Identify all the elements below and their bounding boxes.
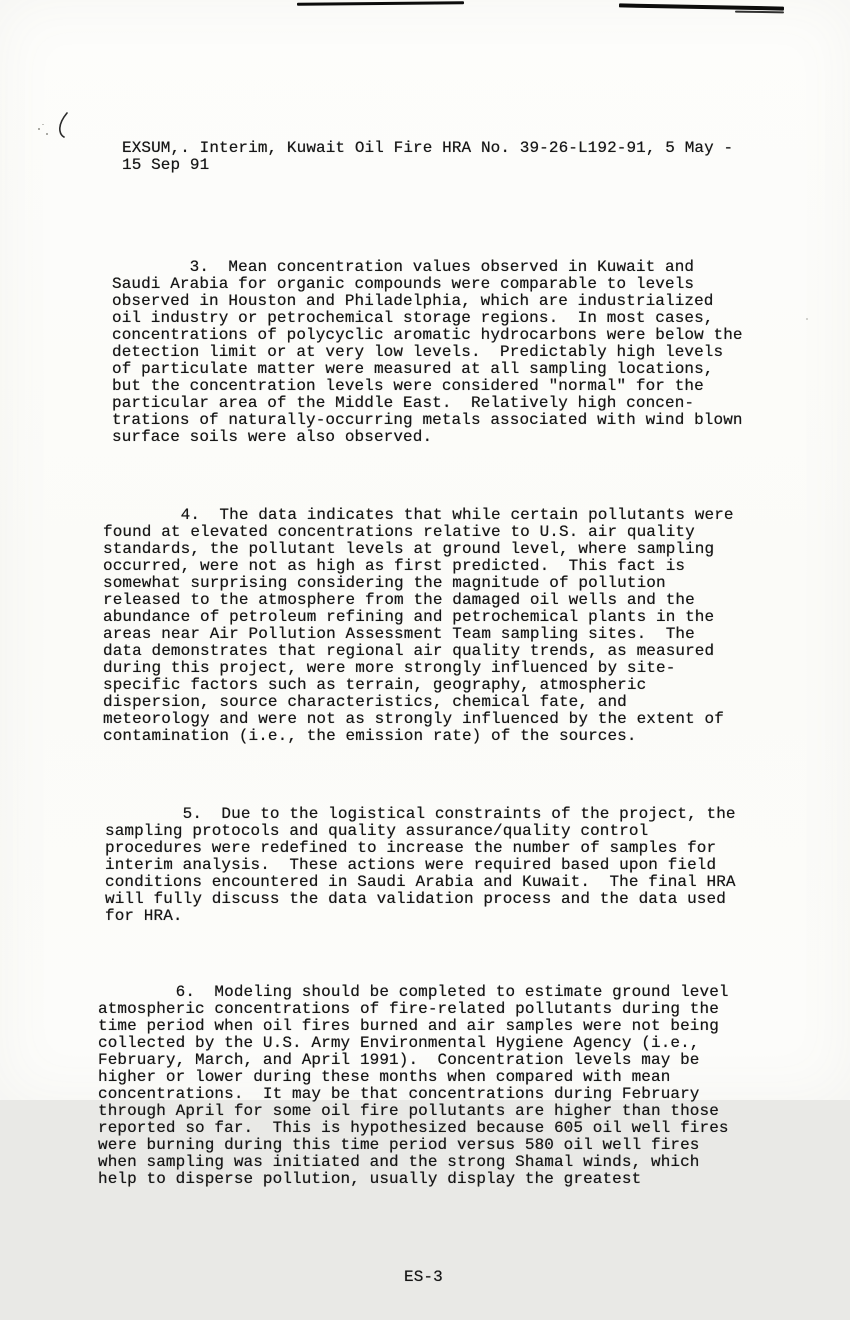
scan-artifact-line xyxy=(619,3,784,10)
scan-speck xyxy=(38,128,40,130)
paragraph-5: 5. Due to the logistical constraints of the project, the sampling protocols and quality assurance/quality control procedures were redefined to increase the number of samples for interim analysis. These actions were required based upon field conditions encountered in Saudi Arabia and Kuwait. The final HRA will fully discuss the data validation process and the data used for HRA. xyxy=(105,805,736,925)
paragraph-4: 4. The data indicates that while certain pollutants were found at elevated concentrations relative to U.S. air quality standards, the pollutant levels at ground level, where sampling occurred, were not as high as first predicted. This fact is somewhat surprising considering the magnitude of pollution released to the atmosphere from the damaged oil wells and the abundance of petroleum refining and petrochemical plants in the areas near Air Pollution Assessment Team sampling sites. The data demonstrates that regional air quality trends, as measured during this project, were more strongly influenced by site- specific factors such as terrain, geography, atmospheric dispersion, source characteristics, chemical fate, and meteorology and were not as strongly influenced by the extent of contamination (i.e., the emission rate) of the sources. xyxy=(103,506,734,745)
scan-speck xyxy=(42,124,44,125)
document-body xyxy=(98,106,802,1320)
scan-speck xyxy=(806,318,808,320)
page-number: ES-3 xyxy=(404,1268,443,1286)
paragraph-3: 3. Mean concentration values observed in Kuwait and Saudi Arabia for organic compounds were comparable to levels observed in Houston and Philadelphia, which are industrialized oil industry or petrochemical storage regions. In most cases, concentrations of polycyclic aromatic hydrocarbons were below the detection limit or at very low levels. Predictably high levels of particulate matter were measured at all sampling locations, but the concentration levels were considered "normal" for the particular area of the Middle East. Relatively high concen- trations of naturally-occurring metals associated with wind blown surface soils were also observed. xyxy=(112,258,743,446)
pen-stroke-icon xyxy=(56,112,70,138)
handwritten-margin-mark xyxy=(56,112,70,138)
paragraph-6: 6. Modeling should be completed to estimate ground level atmospheric concentrations of fire-related pollutants during the time period when oil fires burned and air samples were not being collected by the U.S. Army Environmental Hygiene Agency (i.e., February, March, and April 1991). Concentration levels may be higher or lower during these months when compared with mean concentrations. It may be that concentrations during February through April for some oil fire pollutants are higher than those reported so far. This is hypothesized because 605 oil well fires were burning during this time period versus 580 oil well fires when sampling was initiated and the strong Shamal winds, which help to disperse pollution, usually display the greatest xyxy=(98,983,729,1188)
scan-speck xyxy=(46,133,48,135)
scan-artifact-line xyxy=(735,11,784,14)
document-header: EXSUM,. Interim, Kuwait Oil Fire HRA No. 39-26-L192-91, 5 May - 15 Sep 91 xyxy=(122,139,734,174)
scan-artifact-line xyxy=(297,1,464,5)
